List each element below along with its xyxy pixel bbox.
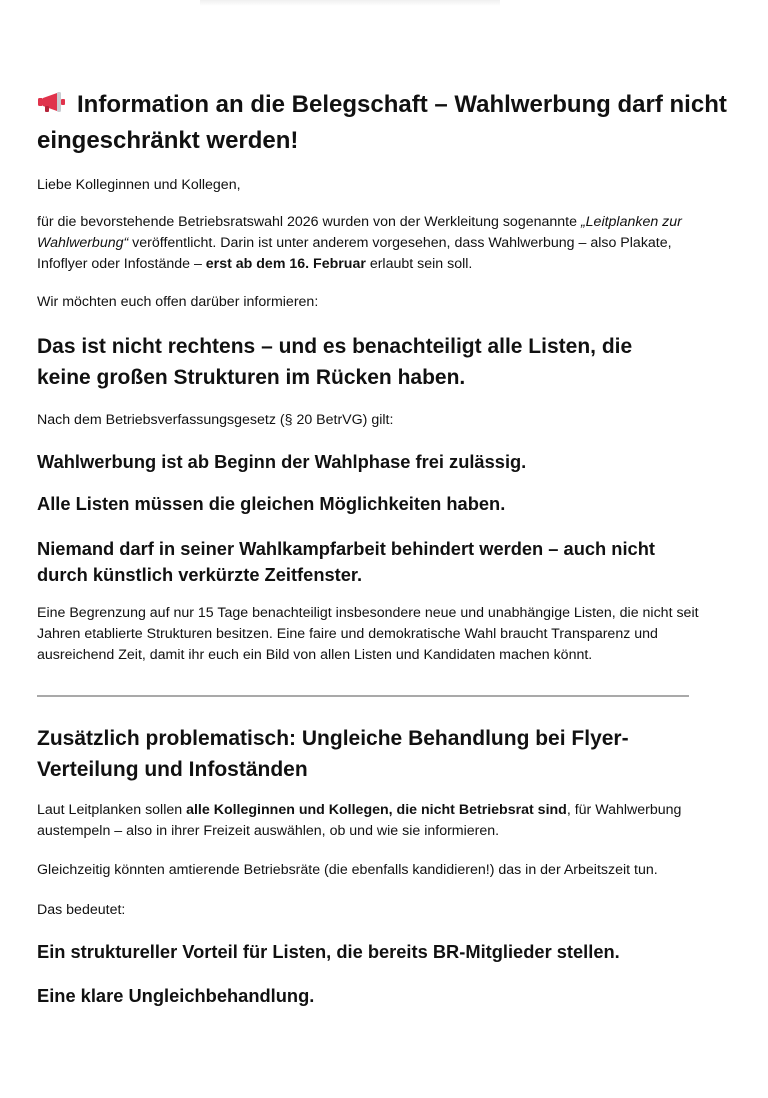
conclusion-point: Ein struktureller Vorteil für Listen, die bereits BR-Mitglieder stellen. [37,941,620,962]
non-br-highlight: alle Kolleginnen und Kollegen, die nicht Betriebsrat sind [186,802,567,818]
conclusion-point: Eine klare Ungleichbehandlung. [37,985,315,1006]
headline-unlawful: Das ist nicht rechtens – und es benachteiligt alle Listen, die keine großen Strukturen im Rücken haben. [37,335,633,389]
page-title-text: Information an die Belegschaft – Wahlwerbung darf nicht eingeschränkt werden! [37,91,727,154]
law-point: Niemand darf in seiner Wahlkampfarbeit behindert werden – auch nicht durch künstlich verkürzte Zeitfenster. [37,538,655,585]
page-title [37,88,752,158]
megaphone-icon [37,90,67,124]
section2-paragraph-3: Das bedeutet: [37,902,126,918]
section2-paragraph-2: Gleichzeitig könnten amtierende Betriebsräte (die ebenfalls kandidieren!) das in der Arbeitszeit tun. [37,862,658,878]
section2-heading: Zusätzlich problematisch: Ungleiche Behandlung bei Flyer-Verteilung und Infoständen [37,727,629,781]
limit-paragraph: Eine Begrenzung auf nur 15 Tage benachteiligt insbesondere neue und unabhängige Listen, die nicht seit Jahren etablierte Strukturen besitzen. Eine faire und demokratische Wahl braucht Transparenz und ausreichend Zeit, damit ihr euch ein Bild von allen Listen und Kandidaten machen könnt. [37,605,699,663]
leitplanken-title: „Leitplanken zur Wahlwerbung“ [37,214,682,251]
intro-paragraph: für die bevorstehende Betriebsratswahl 2026 wurden von der Werkleitung sogenannte „Leitplanken zur Wahlwerbung“ veröffentlicht. Darin ist unter anderem vorgesehen, dass Wahlwerbung – also Plakate, Infoflyer oder Infostände – erst ab dem 16. Februar erlaubt sein soll. [37,214,682,272]
inform-line: Wir möchten euch offen darüber informieren: [37,294,319,310]
law-point: Wahlwerbung ist ab Beginn der Wahlphase frei zulässig. [37,451,527,472]
top-shadow [200,0,500,6]
law-point: Alle Listen müssen die gleichen Möglichkeiten haben. [37,493,506,514]
greeting: Liebe Kolleginnen und Kollegen, [37,177,241,193]
date-highlight: erst ab dem 16. Februar [205,256,366,272]
section2-paragraph-1: Laut Leitplanken sollen alle Kolleginnen und Kollegen, die nicht Betriebsrat sind, für Wahlwerbung austempeln – also in ihrer Freizeit auswählen, ob und wie sie informieren. [37,802,682,839]
section-divider [37,695,689,697]
law-intro: Nach dem Betriebsverfassungsgesetz (§ 20 BetrVG) gilt: [37,412,394,428]
